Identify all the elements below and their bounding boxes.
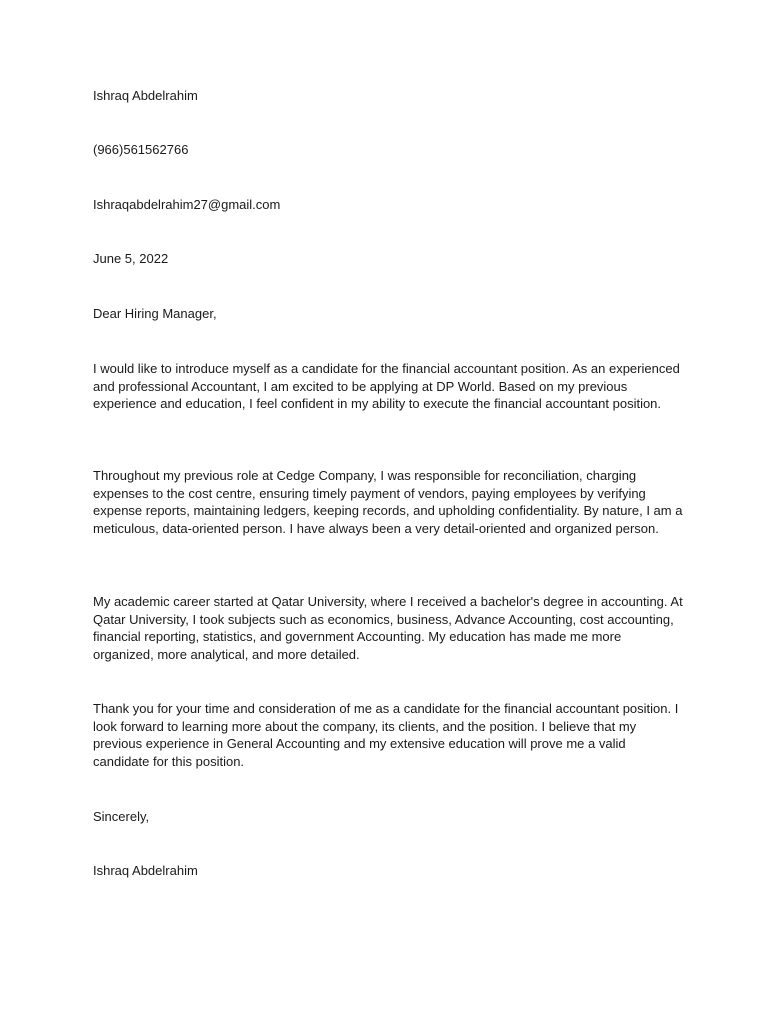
closing: Sincerely, [93,809,150,824]
sender-name: Ishraq Abdelrahim [93,88,198,103]
sender-email: Ishraqabdelrahim27@gmail.com [93,197,281,212]
letter-date: June 5, 2022 [93,251,169,266]
paragraph-closing: Thank you for your time and consideration of me as a candidate for the financial accountant position. I look forward to learning more about the company, its clients, and the position. I believe that my previous experience in General Accounting and my extensive education will prove me a valid candidate for this position. [93,701,679,770]
sender-phone: (966)561562766 [93,142,189,157]
salutation: Dear Hiring Manager, [93,306,217,321]
paragraph-education: My academic career started at Qatar University, where I received a bachelor's degree in accounting. At Qatar University, I took subjects such as economics, business, Advance Accounting, cost accounting, financial reporting, statistics, and government Accounting. My education has made me more organized, more analytical, and more detailed. [93,594,683,663]
signature: Ishraq Abdelrahim [93,863,198,878]
paragraph-introduction: I would like to introduce myself as a candidate for the financial accountant position. As an experienced and professional Accountant, I am excited to be applying at DP World. Based on my previous experience and education, I feel confident in my ability to execute the financial accountant position. [93,361,680,412]
paragraph-experience: Throughout my previous role at Cedge Company, I was responsible for reconciliation, charging expenses to the cost centre, ensuring timely payment of vendors, paying employees by verifying expense reports, maintaining ledgers, keeping records, and upholding confidentiality. By nature, I am a meticulous, data-oriented person. I have always been a very detail-oriented and organized person. [93,468,683,537]
